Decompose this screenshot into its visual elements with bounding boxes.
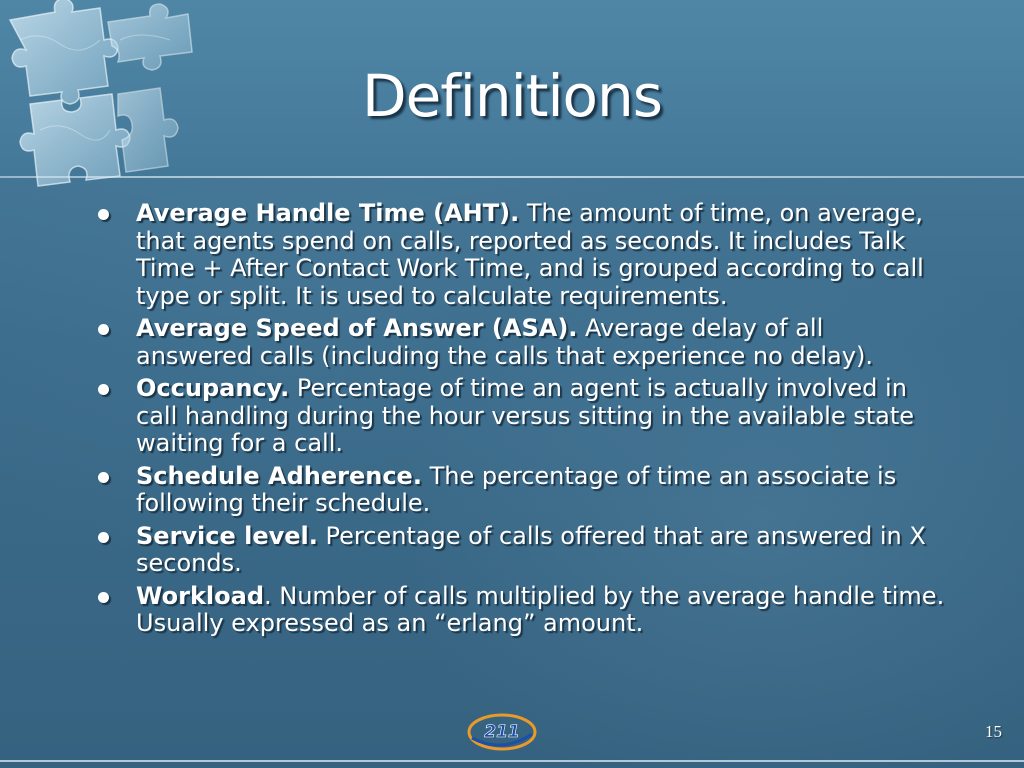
definition-text: Average delay of all answered calls (including the calls that experience no delay). <box>136 314 873 370</box>
bottom-divider <box>0 760 1024 762</box>
logo-text: 211 <box>484 722 520 742</box>
definition-item <box>96 463 946 518</box>
logo-211-icon <box>466 708 538 754</box>
definition-item <box>96 583 946 638</box>
definition-item <box>96 200 946 310</box>
definition-term: Schedule Adherence. <box>136 461 422 490</box>
bullet-dot-icon <box>98 384 109 395</box>
slide-title: Definitions <box>361 62 663 130</box>
definition-item <box>96 315 946 370</box>
definition-text: Percentage of time an agent is actually involved in call handling during the hour versus sitting in the available state waiting for a call. <box>136 374 915 457</box>
definition-text: . Number of calls multiplied by the average handle time. Usually expressed as an “erlang” amount. <box>136 581 945 637</box>
bullet-dot-icon <box>98 209 109 220</box>
definition-item <box>96 375 946 458</box>
definition-text: Percentage of calls offered that are answered in X seconds. <box>136 521 926 577</box>
title-divider <box>0 176 1024 178</box>
definition-item <box>96 523 946 578</box>
bullet-dot-icon <box>98 592 109 603</box>
definition-term: Service level. <box>136 521 318 550</box>
definition-term: Average Handle Time (AHT). <box>136 199 520 227</box>
page-number: 15 <box>985 722 1002 741</box>
bullet-dot-icon <box>98 532 109 543</box>
definition-text: The percentage of time an associate is following their schedule. <box>136 461 897 517</box>
definition-text: The amount of time, on average, that agents spend on calls, reported as seconds. It includes Talk Time + After Contact Work Time, and is grouped according to call type or split. It is used to calculate requirements. <box>136 199 924 310</box>
definition-term: Average Speed of Answer (ASA). <box>136 314 578 342</box>
definition-term: Occupancy. <box>136 374 290 402</box>
bullet-dot-icon <box>98 324 109 335</box>
bullet-dot-icon <box>98 472 109 483</box>
definition-term: Workload <box>136 581 264 610</box>
definition-list <box>96 200 946 643</box>
